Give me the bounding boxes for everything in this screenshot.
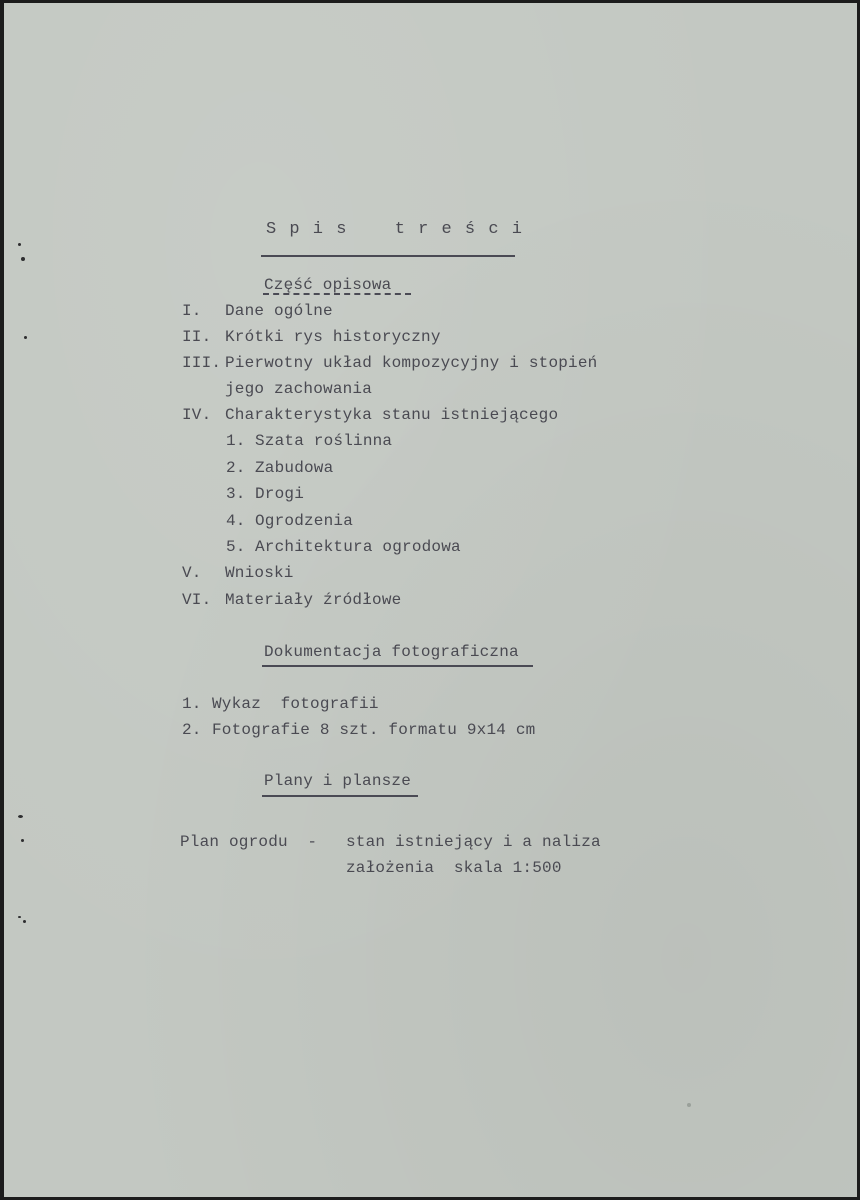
- toc-num: VI.: [182, 591, 212, 609]
- toc-subnum: 4.: [226, 512, 246, 530]
- scan-speck: [21, 257, 25, 261]
- toc-item: Charakterystyka stanu istniejącego: [225, 406, 559, 424]
- toc-num: III.: [182, 354, 222, 372]
- toc-num: V.: [182, 564, 202, 582]
- plan-description-continued: założenia skala 1:500: [346, 859, 562, 877]
- section-underline-plans: [262, 795, 418, 797]
- scan-speck: [23, 920, 26, 923]
- toc-item: Pierwotny układ kompozycyjny i stopień: [225, 354, 598, 372]
- toc-num: IV.: [182, 406, 212, 424]
- toc-subitem: Ogrodzenia: [255, 512, 354, 530]
- section-underline-photo: [262, 665, 533, 667]
- scan-speck: [18, 916, 21, 918]
- toc-num: II.: [182, 328, 212, 346]
- scan-speck: [687, 1103, 691, 1107]
- toc-item: Wnioski: [225, 564, 294, 582]
- scan-speck: [18, 243, 21, 246]
- toc-item-continued: jego zachowania: [225, 380, 373, 398]
- toc-item: Krótki rys historyczny: [225, 328, 441, 346]
- toc-subitem: Drogi: [255, 485, 305, 503]
- toc-subitem: Zabudowa: [255, 459, 334, 477]
- toc-item: Dane ogólne: [225, 302, 333, 320]
- toc-subitem: Szata roślinna: [255, 432, 393, 450]
- toc-item: Fotografie 8 szt. formatu 9x14 cm: [212, 721, 536, 739]
- toc-subnum: 2.: [226, 459, 246, 477]
- toc-num: 2.: [182, 721, 202, 739]
- scan-speck: [18, 815, 23, 818]
- toc-subnum: 5.: [226, 538, 246, 556]
- section-heading-plans: Plany i plansze: [264, 772, 412, 790]
- document-page: [4, 3, 857, 1197]
- toc-subitem: Architektura ogrodowa: [255, 538, 461, 556]
- toc-subnum: 3.: [226, 485, 246, 503]
- toc-num: I.: [182, 302, 202, 320]
- scan-speck: [24, 336, 27, 339]
- page-title: S p i s t r e ś c i: [266, 220, 524, 239]
- toc-num: 1.: [182, 695, 202, 713]
- toc-subnum: 1.: [226, 432, 246, 450]
- section-heading-photo: Dokumentacja fotograficzna: [264, 643, 519, 661]
- toc-item: Wykaz fotografii: [212, 695, 379, 713]
- section-underline-descriptive: [263, 293, 411, 295]
- plan-description: stan istniejący i a naliza: [346, 833, 601, 851]
- toc-item: Materiały źródłowe: [225, 591, 402, 609]
- scan-speck: [21, 839, 24, 842]
- title-underline: [261, 255, 515, 257]
- section-heading-descriptive: Część opisowa: [264, 276, 392, 294]
- plan-label: Plan ogrodu -: [180, 833, 318, 851]
